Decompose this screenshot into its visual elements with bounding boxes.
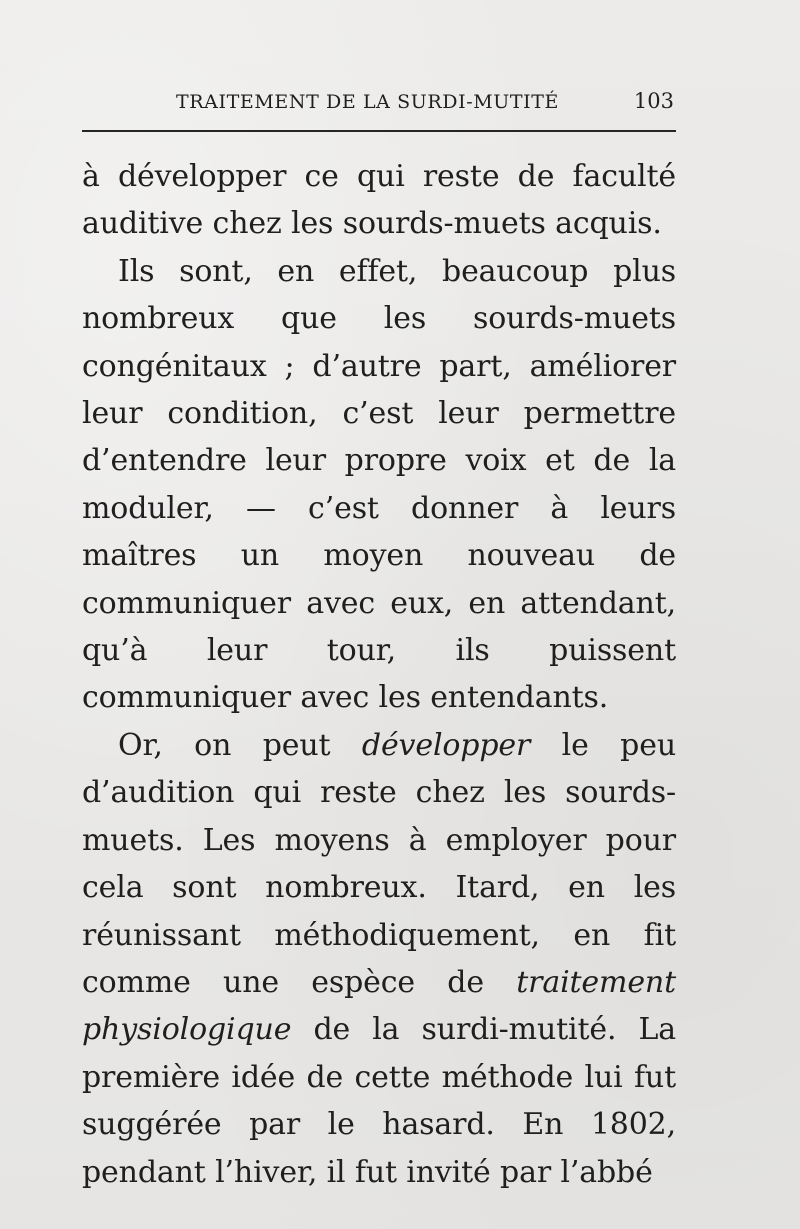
paragraph-ils-sont: Ils sont, en effet, beaucoup plus nombreux que les sourds-muets congénitaux ; d’autre part, améliorer leur condition, c’est leur permettre d’entendre leur propre voix et de la moduler, — c’est donner à leurs maîtres un moyen nouveau de communiquer avec eux, en attendant, qu’à leur tour, ils puissent communiquer avec les entendants. [82,253,676,716]
body-text [82,153,676,1196]
paragraph-text-segment: Or, on peut [118,727,362,763]
running-title: TRAITEMENT DE LA SURDI-MUTITÉ [176,91,560,113]
paragraph-text-segment: de la surdi-mutité. La première idée de cette méthode lui fut suggérée par le hasard. En 1802, pendant l’hiver, il fut invité par l’abbé [82,1012,676,1190]
header-rule [82,130,676,132]
italic-term-traitement-physiologique: traitement physiologique [82,964,676,1048]
paragraph-continuation: à développer ce qui reste de faculté auditive chez les sourds-muets acquis. [82,159,676,242]
paragraph-or-on-peut [82,722,676,1196]
running-head [82,82,676,122]
page-number: 103 [633,89,674,113]
italic-term-developper: développer [361,727,531,763]
paragraph-text-segment: le peu d’audition qui reste chez les sourds-muets. Les moyens à employer pour cela sont nombreux. Itard, en les réunissant méthodiquement, en fit comme une espèce de [82,727,676,1000]
